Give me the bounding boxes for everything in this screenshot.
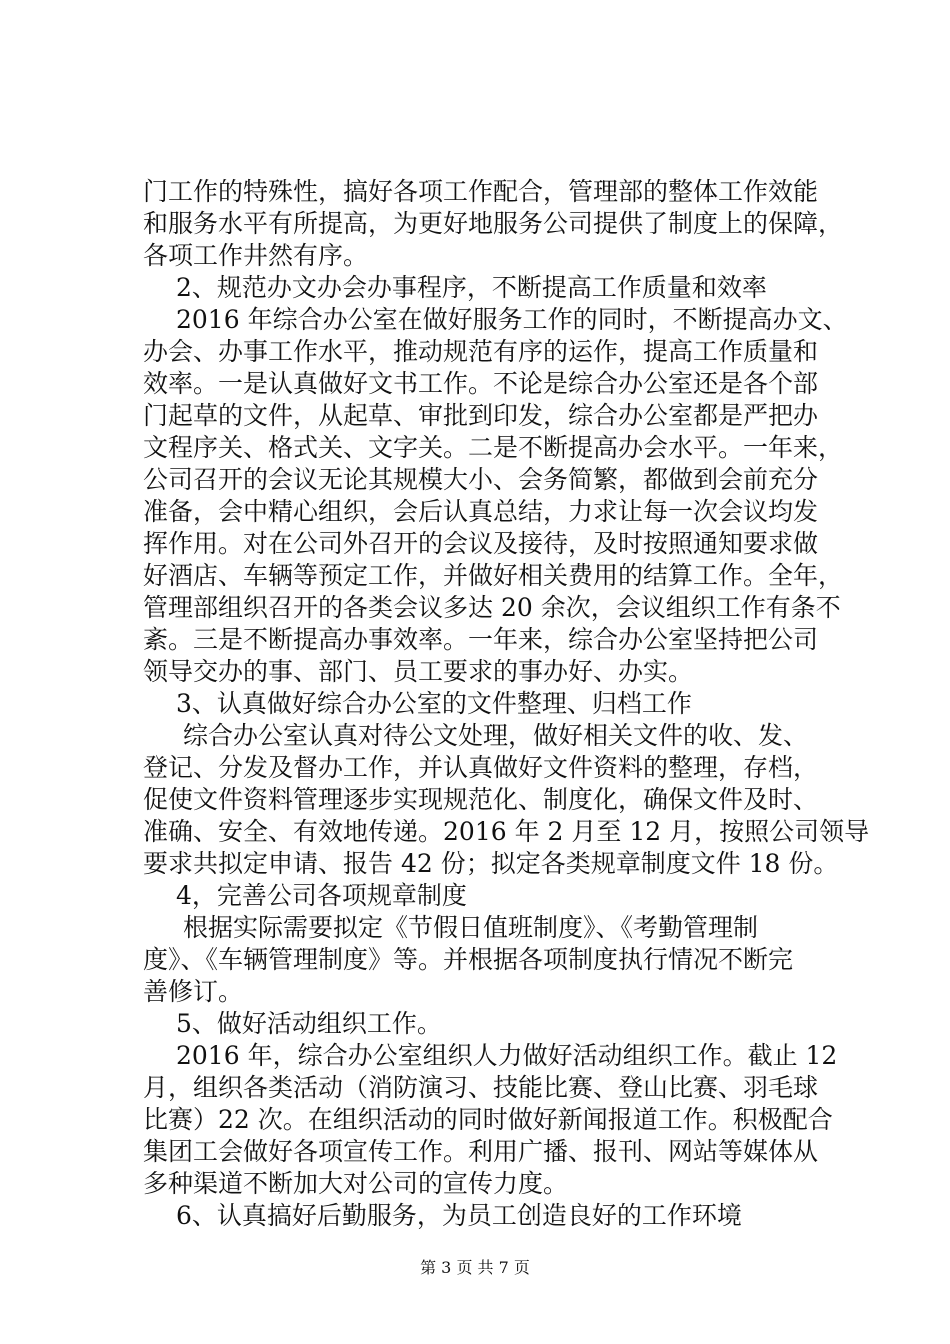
body-text-line: 准备，会中精心组织，会后认真总结，力求让每一次会议均发	[143, 497, 819, 526]
body-text-line: 集团工会做好各项宣传工作。利用广播、报刊、网站等媒体从	[143, 1137, 819, 1166]
body-text-line: 各项工作井然有序。	[143, 241, 369, 270]
body-text-line: 综合办公室认真对待公文处理，做好相关文件的收、发、	[183, 721, 809, 750]
body-text-line: 挥作用。对在公司外召开的会议及接待，及时按照通知要求做	[143, 529, 819, 558]
body-text-line: 办会、办事工作水平，推动规范有序的运作，提高工作质量和	[143, 337, 819, 366]
body-text-line: 多种渠道不断加大对公司的宣传力度。	[143, 1169, 569, 1198]
body-text-line: 2016 年综合办公室在做好服务工作的同时，不断提高办文、	[176, 305, 848, 334]
section-heading-6: 6、认真搞好后勤服务，为员工创造良好的工作环境	[176, 1201, 742, 1230]
section-heading-2: 2、规范办文办会办事程序，不断提高工作质量和效率	[176, 273, 767, 302]
body-text-line: 月，组织各类活动（消防演习、技能比赛、登山比赛、羽毛球	[143, 1073, 819, 1102]
body-text-line: 效率。一是认真做好文书工作。不论是综合办公室还是各个部	[143, 369, 819, 398]
body-text-line: 登记、分发及督办工作，并认真做好文件资料的整理，存档，	[143, 753, 819, 782]
body-text-line: 根据实际需要拟定《节假日值班制度》、《考勤管理制	[183, 913, 759, 942]
body-text-line: 比赛）22 次。在组织活动的同时做好新闻报道工作。积极配合	[143, 1105, 833, 1134]
body-text-line: 好酒店、车辆等预定工作，并做好相关费用的结算工作。全年，	[143, 561, 844, 590]
body-text-line: 促使文件资料管理逐步实现规范化、制度化，确保文件及时、	[143, 785, 819, 814]
body-text-line: 门起草的文件，从起草、审批到印发，综合办公室都是严把办	[143, 401, 819, 430]
page-number-footer: 第 3 页 共 7 页	[420, 1258, 530, 1277]
section-heading-4: 4，完善公司各项规章制度	[176, 881, 467, 910]
body-text-line: 善修订。	[143, 977, 244, 1006]
body-text-line: 文程序关、格式关、文字关。二是不断提高办会水平。一年来，	[143, 433, 844, 462]
section-heading-5: 5、做好活动组织工作。	[176, 1009, 442, 1038]
body-text-line: 门工作的特殊性，搞好各项工作配合，管理部的整体工作效能	[143, 177, 819, 206]
section-heading-3: 3、认真做好综合办公室的文件整理、归档工作	[176, 689, 692, 718]
body-text-line: 准确、安全、有效地传递。2016 年 2 月至 12 月，按照公司领导	[143, 817, 870, 846]
body-text-line: 领导交办的事、部门、员工要求的事办好、办实。	[143, 657, 694, 686]
body-text-line: 和服务水平有所提高，为更好地服务公司提供了制度上的保障，	[143, 209, 844, 238]
body-text-line: 管理部组织召开的各类会议多达 20 余次，会议组织工作有条不	[143, 593, 841, 622]
body-text-line: 要求共拟定申请、报告 42 份；拟定各类规章制度文件 18 份。	[143, 849, 839, 878]
body-text-line: 公司召开的会议无论其规模大小、会务简繁，都做到会前充分	[143, 465, 819, 494]
body-text-line: 度》、《车辆管理制度》等。并根据各项制度执行情况不断完	[143, 945, 794, 974]
body-text-line: 2016 年，综合办公室组织人力做好活动组织工作。截止 12	[176, 1041, 838, 1070]
body-text-line: 紊。三是不断提高办事效率。一年来，综合办公室坚持把公司	[143, 625, 819, 654]
